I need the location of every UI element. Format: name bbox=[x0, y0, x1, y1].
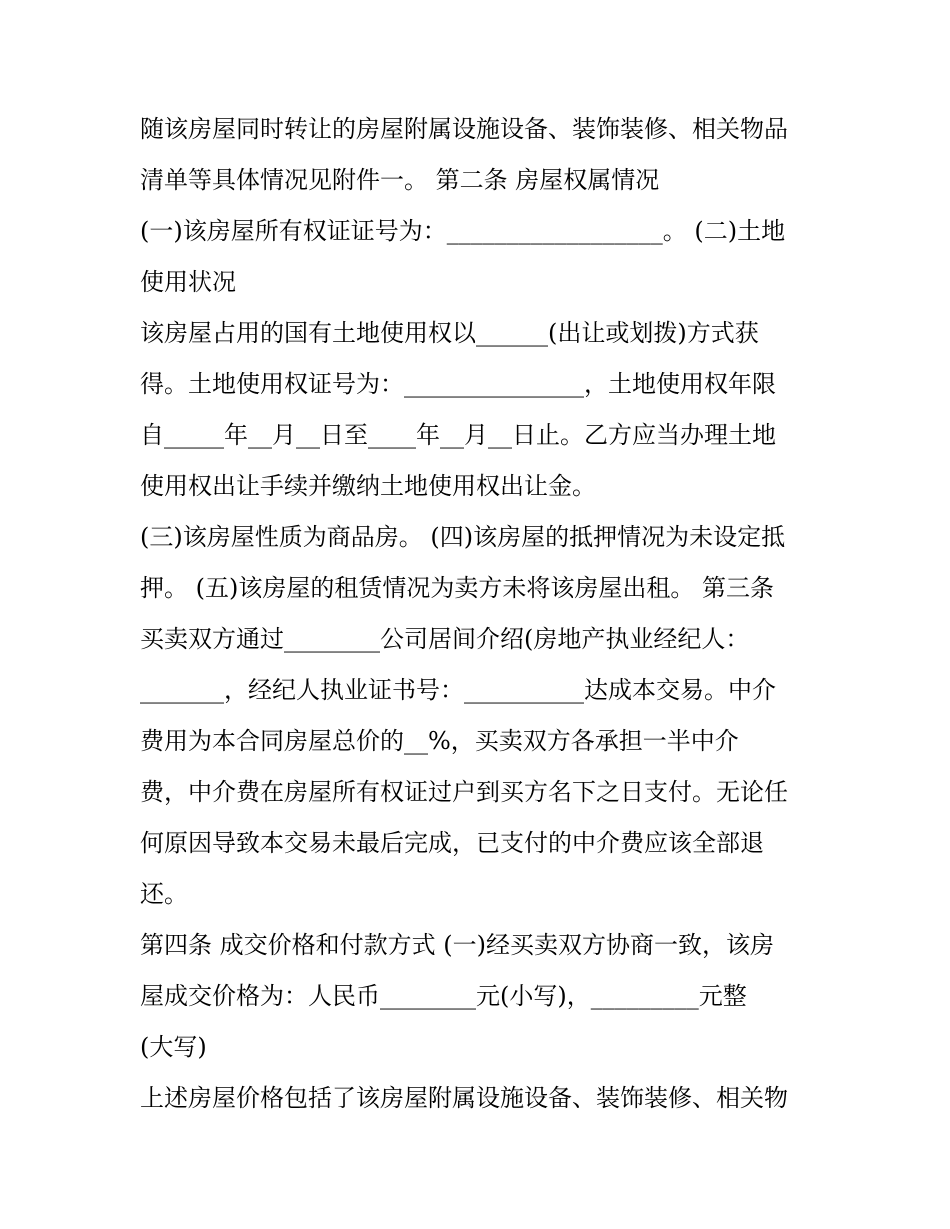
text-line: 还。 bbox=[140, 880, 188, 908]
text-line: 买卖双方通过________公司居间介绍(房地产执业经纪人： bbox=[140, 625, 750, 653]
text-line: 使用权出让手续并缴纳土地使用权出让金。 bbox=[140, 472, 596, 500]
text-line: (大写) bbox=[140, 1033, 207, 1061]
text-line: 随该房屋同时转让的房屋附属设施设备、装饰装修、相关物品 bbox=[140, 115, 788, 143]
text-line: (一)该房屋所有权证证号为：__________________。 (二)土地 bbox=[140, 217, 786, 245]
text-line: 自_____年__月__日至____年__月__日止。乙方应当办理土地 bbox=[140, 421, 776, 449]
contract-body-text bbox=[140, 104, 830, 1124]
text-line: 得。土地使用权证号为：_______________，土地使用权年限 bbox=[140, 370, 776, 398]
text-line: 费，中介费在房屋所有权证过户到买方名下之日支付。无论任 bbox=[140, 778, 788, 806]
text-line: 上述房屋价格包括了该房屋附属设施设备、装饰装修、相关物 bbox=[140, 1084, 788, 1112]
text-line: 清单等具体情况见附件一。 第二条 房屋权属情况 bbox=[140, 166, 660, 194]
text-line: _______，经纪人执业证书号：__________达成本交易。中介 bbox=[140, 676, 776, 704]
text-line: 费用为本合同房屋总价的__%，买卖双方各承担一半中介 bbox=[140, 727, 739, 755]
text-line: 屋成交价格为：人民币________元(小写)，_________元整 bbox=[140, 982, 747, 1010]
text-line: 何原因导致本交易未最后完成，已支付的中介费应该全部退 bbox=[140, 829, 764, 857]
text-line: 押。 (五)该房屋的租赁情况为卖方未将该房屋出租。 第三条 bbox=[140, 574, 774, 602]
text-line: 使用状况 bbox=[140, 268, 236, 296]
text-line: (三)该房屋性质为商品房。 (四)该房屋的抵押情况为未设定抵 bbox=[140, 523, 786, 551]
text-line: 该房屋占用的国有土地使用权以______(出让或划拨)方式获 bbox=[140, 319, 759, 347]
text-line: 第四条 成交价格和付款方式 (一)经买卖双方协商一致，该房 bbox=[140, 931, 774, 959]
